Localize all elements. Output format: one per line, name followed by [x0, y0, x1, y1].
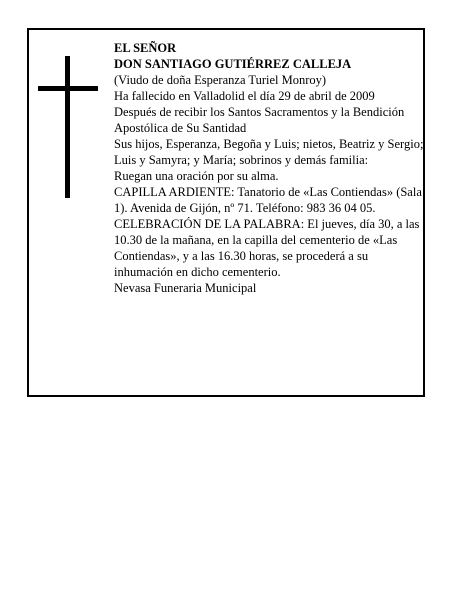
cross-horizontal-bar: [38, 86, 98, 91]
deceased-name: DON SANTIAGO GUTIÉRREZ CALLEJA: [114, 57, 352, 71]
widower-line: (Viudo de doña Esperanza Turiel Monroy): [114, 73, 327, 87]
cross-vertical-bar: [65, 56, 70, 198]
death-announcement: Ha fallecido en Valladolid el día 29 de abril de 2009: [114, 89, 375, 103]
family-line: Sus hijos, Esperanza, Begoña y Luis; nietos, Beatriz y Sergio; Luis y Samyra; y María; sobrinos y demás familia:: [114, 137, 424, 167]
sacraments-line: Después de recibir los Santos Sacramentos y la Bendición Apostólica de Su Santidad: [114, 105, 405, 135]
cross-icon: [38, 56, 98, 198]
obituary-title: EL SEÑOR: [114, 41, 177, 55]
chapel-info: CAPILLA ARDIENTE: Tanatorio de «Las Contiendas» (Sala 1). Avenida de Gijón, nº 71. Teléfono: 983 36 04 05.: [114, 185, 422, 215]
celebration-info: CELEBRACIÓN DE LA PALABRA: El jueves, día 30, a las 10.30 de la mañana, en la capilla del cementerio de «Las Contiendas», y a las 16.30 horas, se procederá a su inhumación en dicho cementerio.: [114, 217, 420, 279]
funeral-home: Nevasa Funeraria Municipal: [114, 281, 257, 295]
prayer-request: Ruegan una oración por su alma.: [114, 169, 279, 183]
obituary-text: [114, 40, 424, 296]
